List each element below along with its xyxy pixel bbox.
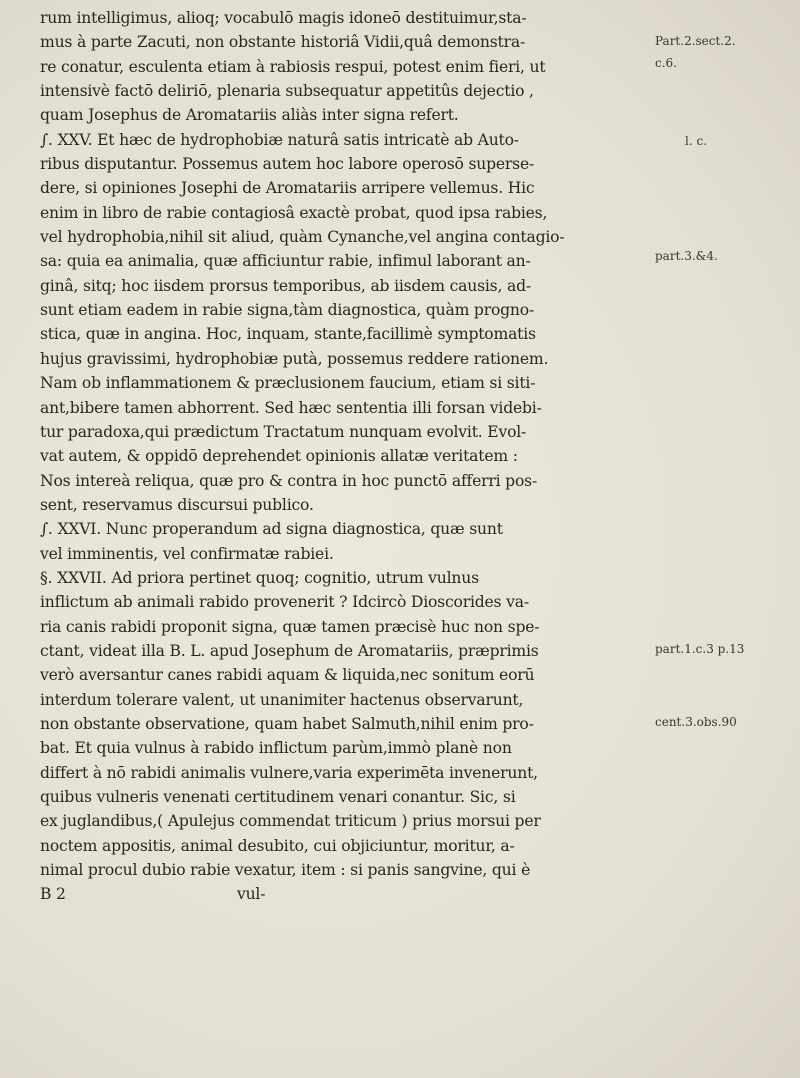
text-line: nimal procul dubio rabie vexatur, item : si panis sangvine, qui è [40, 861, 531, 880]
text-line: quibus vulneris venenati certitudinem venari conantur. Sic, si [40, 788, 516, 806]
text-line: tur paradoxa,qui prædictum Tractatum nunquam evolvit. Evol- [40, 422, 527, 441]
margin-note: part.1.c.3 p.13 [655, 642, 745, 656]
text-line: ∫. XXVI. Nunc properandum ad signa diagnostica, quæ sunt [40, 520, 503, 539]
text-line: stica, quæ in angina. Hoc, inquam, stante,facillimè symptomatis [40, 325, 536, 344]
text-line: hujus gravissimi, hydrophobiæ putà, possemus reddere rationem. [40, 349, 549, 368]
text-line: sunt etiam eadem in rabie signa,tàm diagnostica, quàm progno- [40, 301, 535, 320]
text-line: noctem appositis, animal desubito, cui objiciuntur, moritur, a- [40, 836, 515, 855]
text-line: mus à parte Zacuti, non obstante historiâ Vidii,quâ demonstra- [40, 33, 526, 52]
text-line: bat. Et quia vulnus à rabido inflictum parùm,immò planè non [40, 739, 512, 758]
text-line: sa: quia ea animalia, quæ afficiuntur rabie, infimul laborant an- [40, 252, 531, 271]
text-line: ginâ, sitq; hoc iisdem prorsus temporibus, ab iisdem causis, ad- [40, 276, 531, 295]
body-text [40, 6, 646, 907]
text-line: ribus disputantur. Possemus autem hoc labore operosō superse- [40, 155, 535, 174]
text-line: enim in libro de rabie contagiosâ exactè probat, quod ipsa rabies, [40, 203, 548, 222]
text-line: Nam ob inflammationem & præclusionem faucium, etiam si siti- [40, 374, 536, 393]
margin-note: cent.3.obs.90 [655, 715, 737, 729]
text-line: inflictum ab animali rabido provenerit ? Idcircò Dioscorides va- [40, 593, 529, 612]
text-line: §. XXVII. Ad priora pertinet quoq; cognitio, utrum vulnus [40, 568, 479, 587]
text-line: verò aversantur canes rabidi aquam & liquida,nec sonitum eorū [40, 666, 535, 685]
text-line: Nos intereà reliqua, quæ pro & contra in hoc punctō afferri pos- [40, 471, 538, 490]
text-line: rum intelligimus, alioq; vocabulō magis idoneō destituimur,sta- [40, 9, 527, 27]
text-line: dere, si opiniones Josephi de Aromatariis arripere vellemus. Hic [40, 179, 535, 198]
text-line: ∫. XXV. Et hæc de hydrophobiæ naturâ satis intricatè ab Auto- [40, 130, 519, 149]
text-line: ant,bibere tamen abhorrent. Sed hæc sententia illi forsan videbi- [40, 398, 542, 417]
margin-note: Part.2.sect.2. [655, 34, 736, 48]
text-line: re conatur, esculenta etiam à rabiosis respui, potest enim fieri, ut [40, 57, 546, 76]
margin-note: part.3.&4. [655, 249, 718, 263]
text-line: differt à nō rabidi animalis vulnere,varia experimēta invenerunt, [40, 763, 538, 782]
margin-note: l. c. [685, 134, 708, 148]
text-line: vel hydrophobia,nihil sit aliud, quàm Cynanche,vel angina contagio- [40, 228, 565, 247]
text-line: vel imminentis, vel confirmatæ rabiei. [40, 544, 334, 563]
text-line: sent, reservamus discursui publico. [40, 495, 314, 514]
text-line: quam Josephus de Aromatariis aliàs inter signa refert. [40, 106, 459, 125]
text-line: ex juglandibus,( Apulejus commendat triticum ) prius morsui per [40, 812, 541, 831]
catchword-line: B 2 vul- [40, 885, 266, 904]
text-line: non obstante observatione, quam habet Salmuth,nihil enim pro- [40, 714, 534, 733]
text-line: ctant, videat illa B. L. apud Josephum de Aromatariis, præprimis [40, 641, 539, 660]
margin-note: c.6. [655, 56, 677, 70]
text-line: intensivè factō deliriō, plenaria subsequatur appetitûs dejectio , [40, 82, 534, 101]
text-line: interdum tolerare valent, ut unanimiter hactenus observarunt, [40, 690, 524, 709]
text-line: vat autem, & oppidō deprehendet opinionis allatæ veritatem : [40, 447, 518, 466]
text-line: ria canis rabidi proponit signa, quæ tamen præcisè huc non spe- [40, 617, 540, 636]
